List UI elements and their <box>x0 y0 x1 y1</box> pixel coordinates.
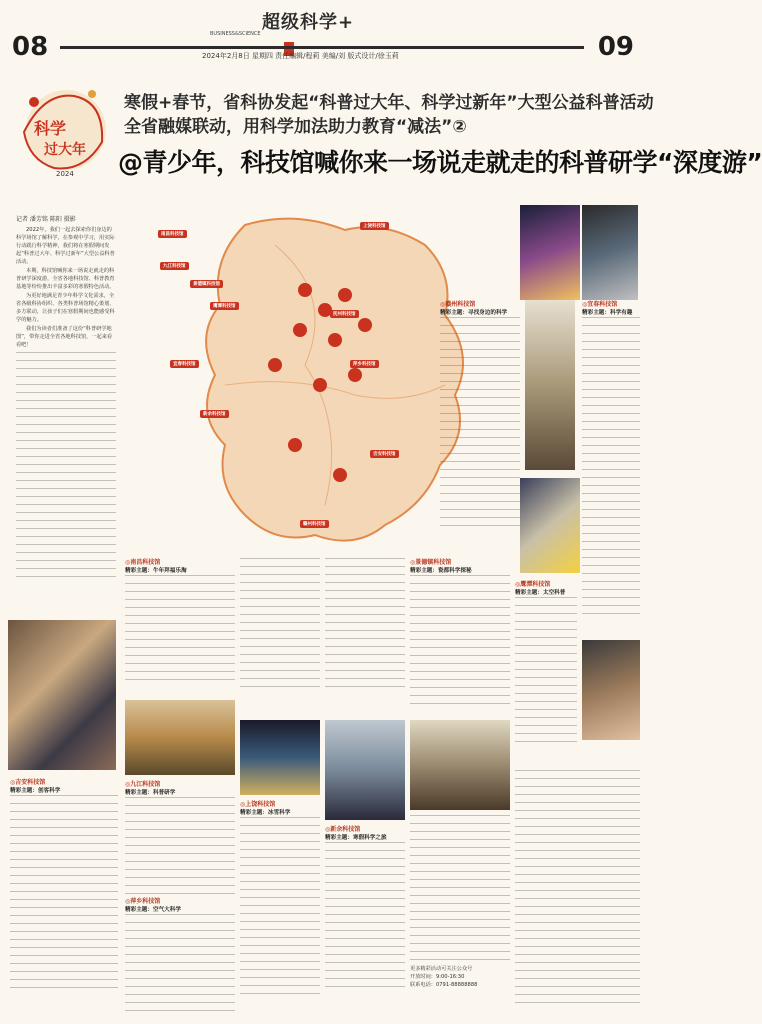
intro-paragraph: 2022年，我们一起去探索你们身边的科学场馆了解科学，在参观中学习，用实际行动践行科学精神，我们将在寒假期间发起“科普过大年、科学过新年”大型公益科普活动。 <box>16 227 115 265</box>
aerospace-exhibit-photo <box>410 720 510 810</box>
body-text-lines <box>240 817 320 997</box>
section-title-h: ◎上饶科技馆 <box>240 801 276 808</box>
body-text-lines <box>440 317 520 527</box>
body-text-lines <box>325 558 405 688</box>
body-text-lines <box>125 575 235 685</box>
main-headline: @青少年，科技馆喊你来一场说走就走的科普研学“深度游” <box>118 148 762 177</box>
exhibit-light-photo <box>520 205 580 300</box>
visitors-hall-photo <box>582 205 638 300</box>
body-text-lines <box>16 352 116 582</box>
svg-text:过大年: 过大年 <box>44 142 86 158</box>
section-title-f: ◎萍乡科技馆 <box>125 898 161 905</box>
section-yichun-article <box>582 300 640 640</box>
article-continued <box>325 558 405 698</box>
section-title-d: ◎南昌科技馆 <box>125 559 161 566</box>
body-text-lines <box>410 575 510 705</box>
page-number-right: 09 <box>597 32 634 62</box>
contact-phone: 联系电话：0791-88888888 <box>410 982 478 988</box>
children-learning-photo <box>520 478 580 573</box>
body-text-lines <box>582 317 640 617</box>
map-pin-label: 南昌科技馆 <box>158 230 187 238</box>
section-xinyu-article <box>325 825 405 1015</box>
map-pin-label: 赣州科技馆 <box>300 520 329 528</box>
opening-time: 开放时间：9:00-16:30 <box>410 974 465 980</box>
section-title-a: ◎赣州科技馆 <box>440 301 476 308</box>
intro-article <box>16 226 116 616</box>
brand-text: BUSINESS&SCIENCE <box>210 31 261 37</box>
section-subtitle-j: 精彩主题：创客科学 <box>10 788 61 794</box>
body-text-lines <box>240 558 320 688</box>
section-yingtan-article <box>515 580 577 760</box>
section-subtitle-d: 精彩主题：牛年拜福乐淘 <box>125 568 187 574</box>
map-pin-label: 景德镇科技馆 <box>190 280 223 288</box>
svg-text:2024: 2024 <box>56 170 74 178</box>
hall-interior-photo <box>240 720 320 795</box>
headline-line-2: 全省融媒联动，用科学加法助力教育“减法”② <box>124 117 467 137</box>
svg-text:科学: 科学 <box>34 119 67 138</box>
body-text-lines <box>515 770 640 1005</box>
section-subtitle-a: 精彩主题：寻找身边的科学 <box>440 310 508 316</box>
headline-line-1: 寒假+春节，省科协发起“科普过大年、科学过新年”大型公益科普活动 <box>124 93 654 113</box>
body-text-lines <box>125 797 235 897</box>
byline: 记者 潘芳铭 陈阳 摄影 <box>16 216 76 223</box>
page-number-left: 08 <box>12 32 49 62</box>
section-subtitle-c: 精彩主题：太空科普 <box>515 590 566 596</box>
robot-exhibit-photo <box>525 300 575 470</box>
intro-paragraph: 我们为读者们准备了这份“科普研学地图”，带你走进全省各地科技馆，一起来看看吧！ <box>16 326 113 348</box>
body-text-lines <box>10 795 118 995</box>
section-subtitle-f: 精彩主题：空气大科学 <box>125 907 181 913</box>
section-title-i: ◎新余科技馆 <box>325 826 361 833</box>
museum-hall-photo <box>125 700 235 775</box>
exhibition-visit-photo <box>582 640 640 740</box>
article-continued <box>240 558 320 698</box>
section-jingdezhen-article <box>410 558 510 718</box>
map-pin-label: 抚州科技馆 <box>330 310 359 318</box>
article-continued <box>410 815 510 1015</box>
section-title-b: ◎景德镇科技馆 <box>410 559 452 566</box>
section-jiangxi-article <box>10 778 118 1013</box>
map-pin-label: 萍乡科技馆 <box>350 360 379 368</box>
issue-meta: 2024年2月8日 星期四 责任编辑/程莉 美编/刘 版式设计/徐玉莉 <box>202 52 399 60</box>
section-subtitle-i: 精彩主题：寒假科学之旅 <box>325 835 387 841</box>
section-title-c: ◎鹰潭科技馆 <box>515 581 551 588</box>
ship-model-photo <box>325 720 405 820</box>
section-subtitle-b: 精彩主题：瓷都科学探秘 <box>410 568 472 574</box>
contact-label: 更多精彩活动可关注公众号 <box>410 966 473 972</box>
body-text-lines <box>515 597 577 747</box>
section-title-g: ◎宜春科技馆 <box>582 301 618 308</box>
map-pin-label: 宜春科技馆 <box>170 360 199 368</box>
section-shangrao-article <box>240 800 320 1015</box>
section-title-j: ◎吉安科技馆 <box>10 779 46 786</box>
section-title: 超级科学+ <box>262 12 355 33</box>
header-rule <box>60 46 584 49</box>
map-pin-label: 鹰潭科技馆 <box>210 302 239 310</box>
section-title-e: ◎九江科技馆 <box>125 781 161 788</box>
section-jiujiang-article <box>125 780 235 1015</box>
body-text-lines <box>125 914 235 1014</box>
section-subtitle-g: 精彩主题：科学有趣 <box>582 310 633 316</box>
map-pin-label: 九江科技馆 <box>160 262 189 270</box>
map-pin-label: 吉安科技馆 <box>370 450 399 458</box>
children-exhibit-photo <box>8 620 116 770</box>
section-nanchang-article <box>125 558 235 698</box>
map-pin-label: 新余科技馆 <box>200 410 229 418</box>
intro-paragraph: 本期，科技馆喊你来一场说走就走的科普研学深度游，全省各地科技馆、科普教育基地等纷纷推出丰富多彩的寒假特色活动。 <box>16 268 115 290</box>
section-gan-article <box>440 300 520 550</box>
article-continued <box>515 770 640 1015</box>
intro-paragraph: 为更好地满足青少年科学文化需求，全省各级科协组织、各类科普场馆精心策划、多方联动，让孩子们在寒假期间也能感受科学的魅力。 <box>16 293 115 323</box>
campaign-logo-icon <box>14 72 114 190</box>
section-subtitle-h: 精彩主题：冰雪科学 <box>240 810 291 816</box>
section-subtitle-e: 精彩主题：科普研学 <box>125 790 176 796</box>
body-text-lines <box>325 842 405 992</box>
map-pin-label: 上饶科技馆 <box>360 222 389 230</box>
body-text-lines <box>410 815 510 965</box>
